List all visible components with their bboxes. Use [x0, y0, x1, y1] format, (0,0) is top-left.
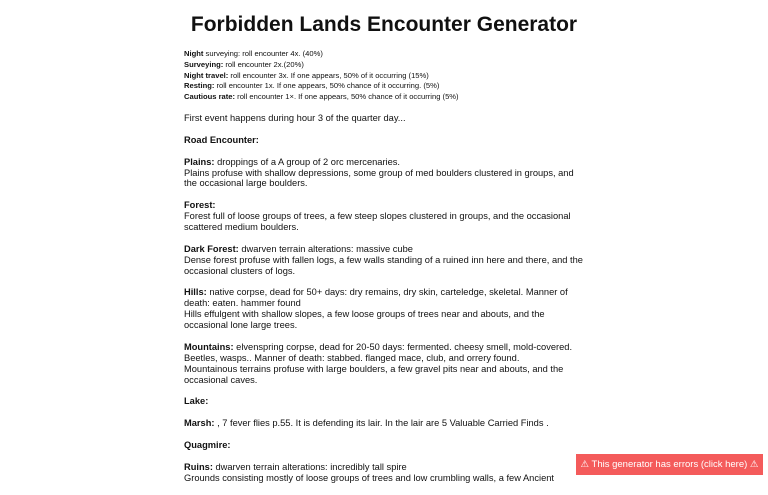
terrain-label: Dark Forest: [184, 243, 239, 254]
terrain-description: Mountainous terrains profuse with large boulders, a few gravel pits near and abouts, and the occasional caves. [184, 363, 564, 385]
terrain-encounter: dwarven terrain alterations: incredibly tall spire [212, 461, 407, 472]
rule-label: Resting: [184, 81, 215, 91]
rule-night-surveying [184, 49, 604, 60]
terrain-description: Dense forest profuse with fallen logs, a few walls standing of a ruined inn here and there, and the occasional clusters of logs. [184, 254, 583, 276]
intro-text: First event happens during hour 3 of the quarter day... [184, 113, 406, 123]
terrain-encounter: native corpse, dead for 50+ days: dry remains, dry skin, carteledge, skeletal. Manner of death: eaten. hammer found [184, 287, 568, 309]
rule-resting [184, 81, 604, 92]
road-encounter-heading: Road Encounter: [184, 134, 259, 145]
rule-label: Night travel: [184, 70, 229, 80]
terrain-label: Ruins: [184, 461, 213, 472]
terrain-encounter: , 7 fever flies p.55. It is defending its lair. In the lair are 5 Valuable Carried Finds . [214, 418, 549, 429]
terrain-ruins [184, 462, 584, 484]
terrain-label: Quagmire: [184, 440, 231, 451]
rule-text: roll encounter 2x.(20%) [223, 59, 304, 69]
terrain-quagmire [184, 440, 584, 451]
terrain-label: Mountains: [184, 341, 234, 352]
rule-text: roll encounter 1x. If one appears, 50% chance of it occurring. (5%) [214, 81, 440, 91]
terrain-label: Hills: [184, 287, 207, 298]
terrain-label: Forest: [184, 200, 216, 211]
rule-label: Cautious rate: [184, 92, 236, 102]
terrain-marsh [184, 418, 584, 429]
rule-label: Surveying: [184, 59, 224, 69]
terrain-description: Forest full of loose groups of trees, a few steep slopes clustered in groups, and the occasional scattered medium boulders. [184, 211, 571, 233]
terrain-lake [184, 396, 584, 407]
terrain-label: Marsh: [184, 418, 215, 429]
terrain-encounter: elvenspring corpse, dead for 20-50 days: fermented. cheesy smell, mold-covered. Beetles, wasps.. Manner of death: stabbed. flanged mace, club, and orrery found. [184, 341, 573, 363]
rule-text: surveying: roll encounter 4x. (40%) [203, 49, 323, 58]
terrain-plains [184, 157, 584, 190]
generator-output [184, 113, 584, 495]
terrain-forest [184, 200, 584, 233]
travel-rules [184, 49, 604, 103]
terrain-dark-forest [184, 244, 584, 277]
rule-text: roll encounter 3x. If one appears, 50% of it occurring (15%) [228, 70, 429, 80]
terrain-description: Plains profuse with shallow depressions, some group of med boulders clustered in groups, and the occasional large boulders. [184, 167, 574, 189]
rule-surveying [184, 60, 604, 71]
terrain-mountains [184, 342, 584, 386]
terrain-label: Lake: [184, 396, 209, 407]
generator-errors-button[interactable]: ⚠ This generator has errors (click here) ⚠ [576, 454, 763, 475]
page-title: Forbidden Lands Encounter Generator [190, 13, 578, 36]
rule-night-travel [184, 71, 604, 82]
terrain-description: Hills effulgent with shallow slopes, a few loose groups of trees near and abouts, and the occasional lone large trees. [184, 309, 545, 331]
terrain-label: Plains: [184, 156, 215, 167]
terrain-encounter: droppings of a A group of 2 orc mercenaries. [214, 156, 401, 167]
terrain-encounter: dwarven terrain alterations: massive cube [238, 243, 413, 254]
rule-text: roll encounter 1×. If one appears, 50% chance of it occurring (5%) [235, 92, 459, 102]
terrain-hills [184, 287, 584, 331]
rule-cautious-rate [184, 92, 604, 103]
terrain-description: Grounds consisting mostly of loose groups of trees and low crumbling walls, a few Ancient [184, 472, 554, 483]
rule-label: Night [184, 49, 204, 58]
